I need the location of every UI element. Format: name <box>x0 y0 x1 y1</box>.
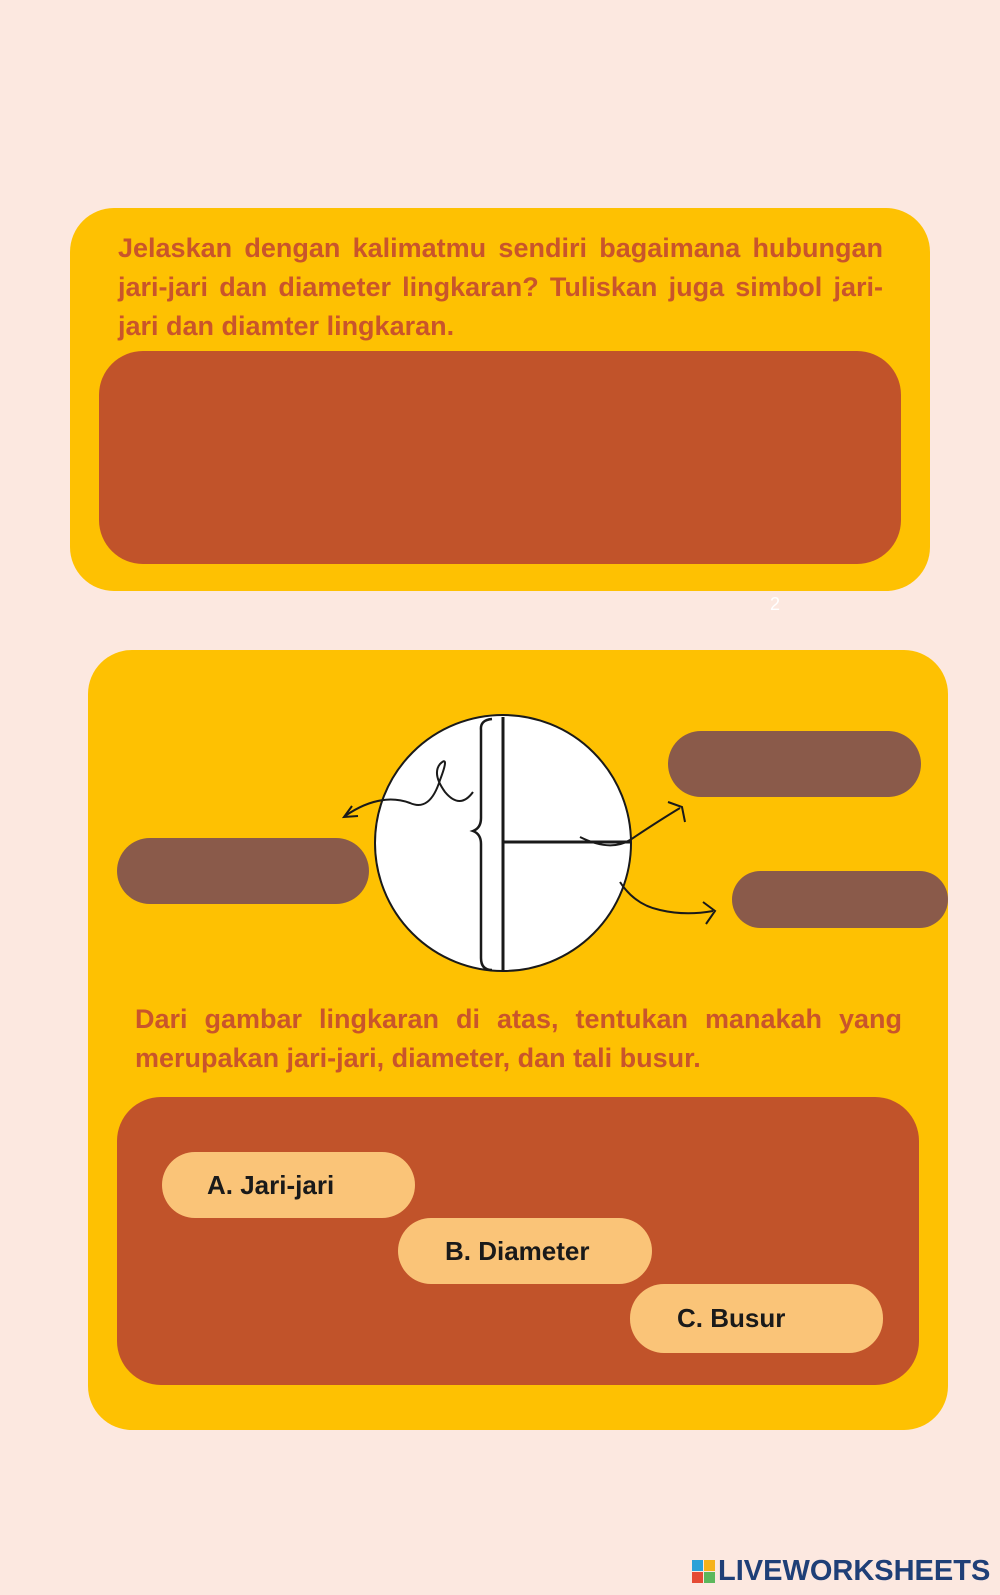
brand-name: LIVEWORKSHEETS <box>718 1555 991 1587</box>
lower-right-arrow-line <box>620 882 713 913</box>
option-a-jari-jari[interactable] <box>162 1152 415 1218</box>
question-1-text: Jelaskan dengan kalimatmu sendiri bagaimana hubungan jari-jari dan diameter lingkaran? Tuliskan juga simbol jari-jari dan diamter lingkaran. <box>118 233 883 341</box>
option-c-label: C. Busur <box>677 1303 786 1333</box>
drop-target-left[interactable] <box>117 838 369 904</box>
liveworksheets-logo-icon <box>692 1560 715 1583</box>
liveworksheets-brand <box>692 1555 990 1588</box>
option-b-diameter[interactable] <box>398 1218 652 1284</box>
upper-right-arrowhead <box>668 802 685 822</box>
option-c-busur[interactable] <box>630 1284 883 1353</box>
answer-1-textbox[interactable] <box>99 351 901 564</box>
question-2-text: Dari gambar lingkaran di atas, tentukan manakah yang merupakan jari-jari, diameter, dan tali busur. <box>135 1004 902 1073</box>
drop-target-top-right[interactable] <box>668 731 921 797</box>
stray-mark: 2 <box>770 594 781 614</box>
drop-target-bottom-right[interactable] <box>732 871 948 928</box>
option-b-label: B. Diameter <box>445 1235 590 1266</box>
question-1-card <box>70 208 930 591</box>
option-a-label: A. Jari-jari <box>207 1169 335 1200</box>
